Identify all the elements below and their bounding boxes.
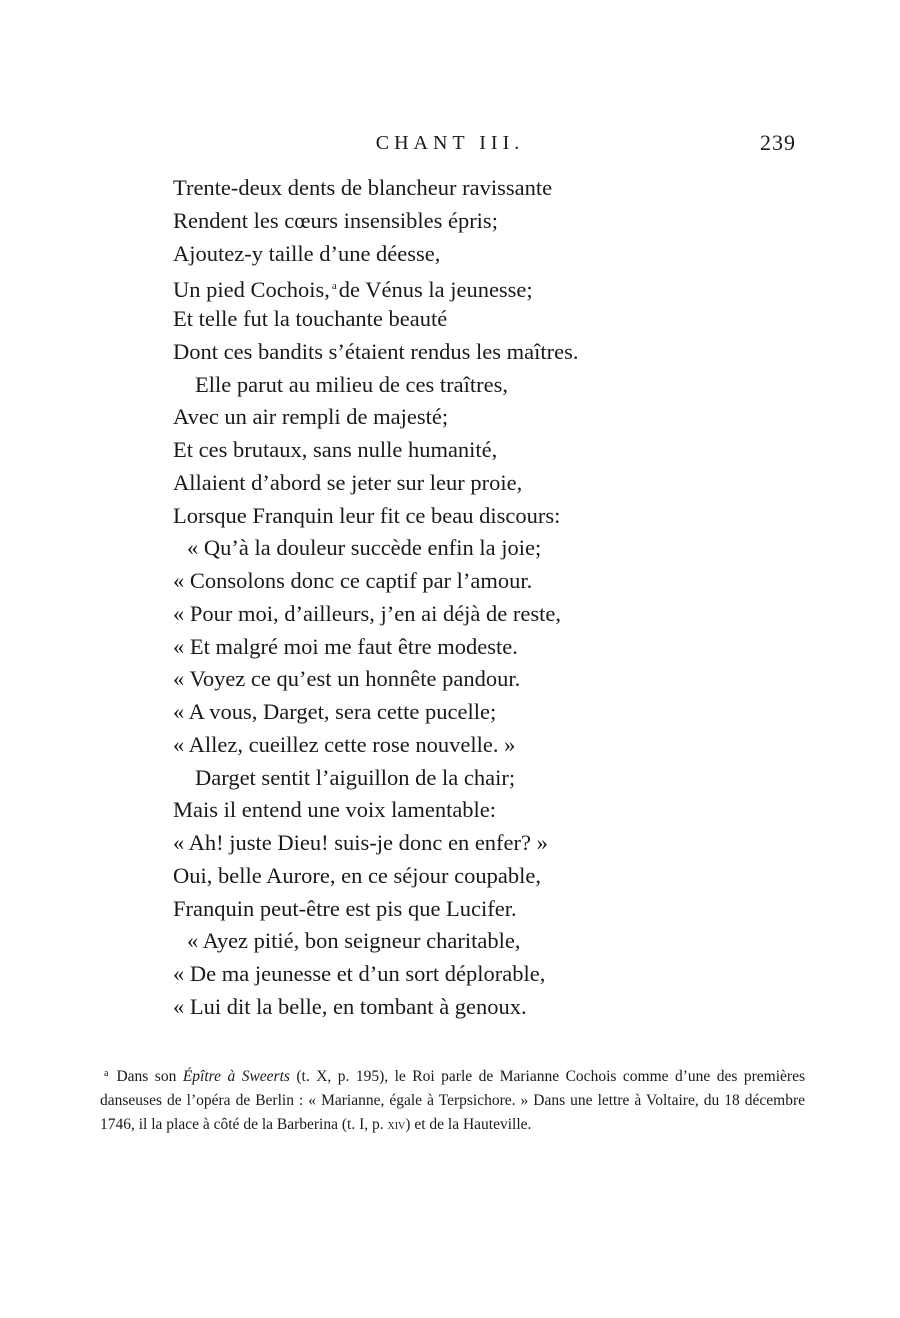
verse-line: « Qu’à la douleur succède enfin la joie; xyxy=(187,535,542,561)
verse-line: Et ces brutaux, sans nulle humanité, xyxy=(173,437,498,462)
poem-text xyxy=(173,172,833,1024)
verse-line-text: Un pied Cochois, xyxy=(173,277,330,303)
verse-line: Avec un air rempli de majesté; xyxy=(173,404,449,430)
verse-line: Rendent les cœurs insensibles épris; xyxy=(173,207,498,233)
verse-line: Franquin peut-être est pis que Lucifer. xyxy=(173,895,517,921)
verse-line: Dont ces bandits s’étaient rendus les maîtres. xyxy=(173,338,579,364)
footnote-roman-page: xiv xyxy=(387,1118,406,1133)
verse-line: Mais il entend une voix lamentable: xyxy=(173,797,497,823)
verse-line: « Consolons donc ce captif par l’amour. xyxy=(173,568,533,593)
verse-line: Trente-deux dents de blancheur ravissante xyxy=(173,175,553,200)
verse-line: Oui, belle Aurore, en ce séjour coupable, xyxy=(173,862,541,888)
footnote-mark: a xyxy=(104,1068,109,1079)
verse-line-continuation: de Vénus la jeunesse; xyxy=(338,277,533,303)
footnote-text-part3: ) et de la Hauteville. xyxy=(405,1116,532,1133)
verse-line: « Ayez pitié, bon seigneur charitable, xyxy=(187,928,521,954)
verse-line: « De ma jeunesse et d’un sort déplorable, xyxy=(173,961,546,986)
footnote-text-part1: Dans son xyxy=(116,1068,183,1085)
verse-line: Allaient d’abord se jeter sur leur proie, xyxy=(173,469,523,495)
verse-line: « Allez, cueillez cette rose nouvelle. » xyxy=(173,731,516,757)
verse-line: « Voyez ce qu’est un honnête pandour. xyxy=(173,666,521,692)
verse-line: « A vous, Darget, sera cette pucelle; xyxy=(173,699,497,724)
footnote-work-title: Épître à Sweerts xyxy=(182,1068,290,1085)
verse-line: Et telle fut la touchante beauté xyxy=(173,306,448,331)
footnote xyxy=(100,1062,805,1138)
verse-line: « Et malgré moi me faut être modeste. xyxy=(173,633,518,659)
verse-line: Elle parut au milieu de ces traîtres, xyxy=(195,371,509,397)
verse-line: « Lui dit la belle, en tombant à genoux. xyxy=(173,993,527,1019)
page-number: 239 xyxy=(760,130,796,155)
verse-line xyxy=(173,270,833,303)
footnote-text-part2: (t. X, p. 195), le Roi parle de Marianne Cochois comme d’une des premières danseuses de l’opéra de Berlin : « Marianne, égale à Terpsichore. » Dans une lettre à Voltaire, du 18 décembre 1746, il la place à côté de la Barberina (t. I, p. xyxy=(100,1068,806,1133)
verse-line: Darget sentit l’aiguillon de la chair; xyxy=(195,764,516,790)
running-head xyxy=(0,130,900,160)
verse-line: « Ah! juste Dieu! suis-je donc en enfer? » xyxy=(173,830,548,855)
verse-line: Ajoutez-y taille d’une déesse, xyxy=(173,240,441,266)
verse-line: « Pour moi, d’ailleurs, j’en ai déjà de reste, xyxy=(173,600,562,626)
footnote-reference[interactable]: a xyxy=(331,280,337,293)
chapter-title: CHANT III. xyxy=(375,132,525,154)
verse-line: Lorsque Franquin leur fit ce beau discours: xyxy=(173,502,561,528)
